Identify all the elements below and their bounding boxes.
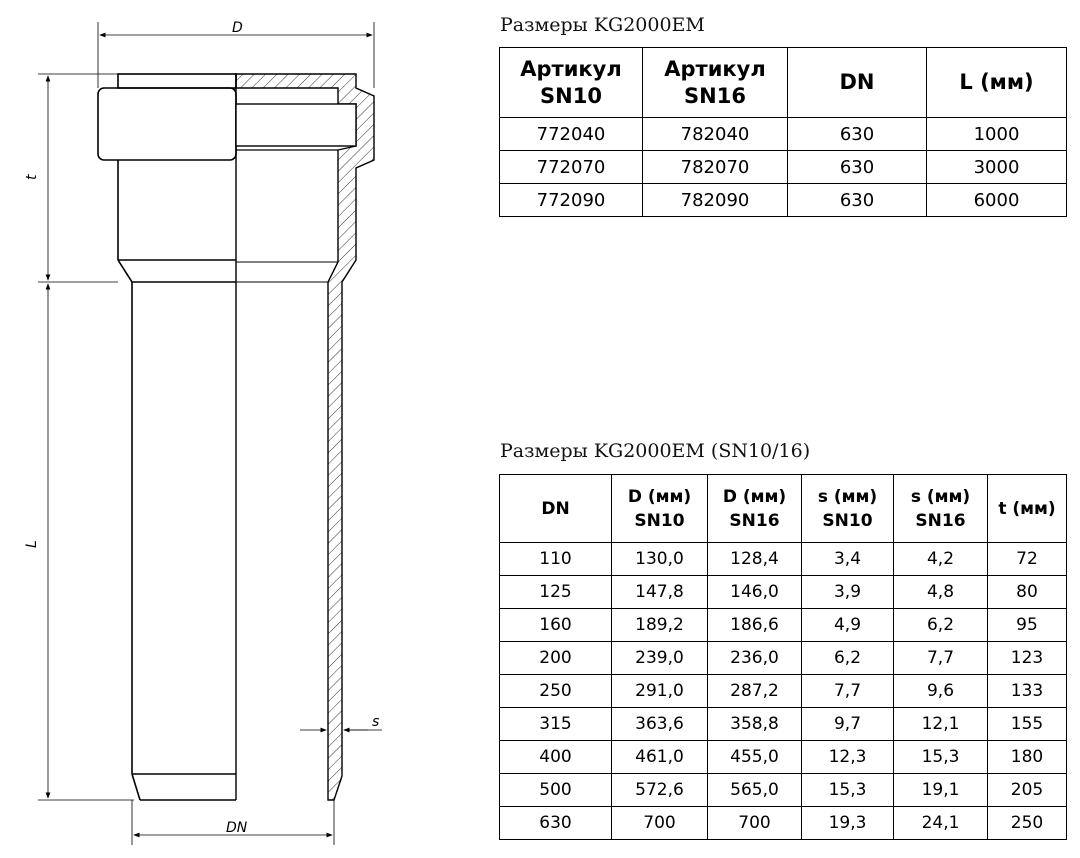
table-cell: 700 [612, 807, 708, 840]
table-cell: 160 [500, 609, 612, 642]
table-cell: 128,4 [708, 543, 802, 576]
header-line: D (мм) [627, 486, 692, 507]
table-cell: 4,8 [894, 576, 988, 609]
table-cell: 19,3 [802, 807, 894, 840]
header-line: SN16 [915, 510, 966, 531]
table1-header-col3 [927, 48, 1067, 118]
header-line: Артикул [520, 56, 622, 81]
table1-header-col0 [500, 48, 643, 118]
table-cell: 3000 [927, 151, 1067, 184]
table-row [500, 609, 1067, 642]
table2-header-col0 [500, 475, 612, 543]
table-cell: 19,1 [894, 774, 988, 807]
dimension-dn [132, 800, 334, 845]
table1-caption: Размеры KG2000EM [500, 14, 705, 36]
header-line: Артикул [664, 56, 766, 81]
label-d: D [232, 20, 243, 36]
table-cell: 9,6 [894, 675, 988, 708]
pipe-body [98, 74, 236, 800]
table2-header-col1 [612, 475, 708, 543]
table-cell: 180 [988, 741, 1067, 774]
table-cell: 125 [500, 576, 612, 609]
pipe-section [236, 74, 374, 800]
header-line: D (мм) [722, 486, 787, 507]
table-cell: 4,2 [894, 543, 988, 576]
table-cell: 147,8 [612, 576, 708, 609]
table-cell: 250 [988, 807, 1067, 840]
table-cell: 500 [500, 774, 612, 807]
table-cell: 455,0 [708, 741, 802, 774]
table-cell: 7,7 [802, 675, 894, 708]
table-row [500, 184, 1067, 217]
table-cell: 15,3 [894, 741, 988, 774]
header-line: SN10 [822, 510, 873, 531]
pipe-drawing [0, 0, 490, 858]
table-cell: 123 [988, 642, 1067, 675]
table-row [500, 151, 1067, 184]
header-line: s (мм) [817, 486, 878, 507]
header-line: DN [541, 498, 570, 519]
table-row [500, 708, 1067, 741]
table-cell: 572,6 [612, 774, 708, 807]
label-s: s [372, 714, 380, 730]
table-cell: 6,2 [802, 642, 894, 675]
table-cell: 95 [988, 609, 1067, 642]
table-cell: 400 [500, 741, 612, 774]
table-cell: 146,0 [708, 576, 802, 609]
table-cell: 461,0 [612, 741, 708, 774]
table-cell: 782070 [643, 151, 788, 184]
table2-header-col4 [894, 475, 988, 543]
table-cell: 772070 [500, 151, 643, 184]
table-cell: 363,6 [612, 708, 708, 741]
table-row [500, 741, 1067, 774]
table-cell: 250 [500, 675, 612, 708]
table-cell: 3,9 [802, 576, 894, 609]
table-row [500, 642, 1067, 675]
header-line: SN10 [634, 510, 685, 531]
table-cell: 772090 [500, 184, 643, 217]
table-cell: 630 [788, 118, 927, 151]
table-cell: 315 [500, 708, 612, 741]
table2-header-col3 [802, 475, 894, 543]
table-cell: 7,7 [894, 642, 988, 675]
label-t: t [24, 174, 40, 180]
table-cell: 15,3 [802, 774, 894, 807]
table-cell: 80 [988, 576, 1067, 609]
header-line: DN [839, 70, 875, 94]
table-cell: 700 [708, 807, 802, 840]
table-cell: 287,2 [708, 675, 802, 708]
table-row [500, 675, 1067, 708]
table-cell: 236,0 [708, 642, 802, 675]
table-cell: 72 [988, 543, 1067, 576]
table-cell: 155 [988, 708, 1067, 741]
table-cell: 358,8 [708, 708, 802, 741]
header-line: s (мм) [910, 486, 971, 507]
table-cell: 12,3 [802, 741, 894, 774]
table-cell: 1000 [927, 118, 1067, 151]
table-cell: 205 [988, 774, 1067, 807]
header-line: SN16 [729, 510, 780, 531]
table2-caption: Размеры KG2000EM (SN10/16) [500, 440, 811, 462]
table-cell: 130,0 [612, 543, 708, 576]
label-l: L [24, 540, 40, 548]
header-line: SN16 [684, 83, 746, 108]
table2-header-col5 [988, 475, 1067, 543]
label-dn: DN [226, 820, 248, 836]
table-cell: 133 [988, 675, 1067, 708]
header-line: SN10 [540, 83, 602, 108]
table1-header-col1 [643, 48, 788, 118]
table2-header-col2 [708, 475, 802, 543]
dimension-t [24, 74, 118, 282]
table-cell: 200 [500, 642, 612, 675]
table-cell: 782040 [643, 118, 788, 151]
header-line: L (мм) [959, 70, 1034, 94]
header-line: t (мм) [998, 498, 1056, 519]
table-cell: 565,0 [708, 774, 802, 807]
table-cell: 4,9 [802, 609, 894, 642]
table-cell: 291,0 [612, 675, 708, 708]
table-cell: 9,7 [802, 708, 894, 741]
table-cell: 186,6 [708, 609, 802, 642]
table-row [500, 807, 1067, 840]
table-cell: 630 [788, 184, 927, 217]
table-cell: 772040 [500, 118, 643, 151]
table-row [500, 576, 1067, 609]
table-cell: 6000 [927, 184, 1067, 217]
table-cell: 6,2 [894, 609, 988, 642]
table-cell: 782090 [643, 184, 788, 217]
table-cell: 189,2 [612, 609, 708, 642]
table-cell: 630 [788, 151, 927, 184]
table-row [500, 543, 1067, 576]
table1-header-col2 [788, 48, 927, 118]
table-cell: 110 [500, 543, 612, 576]
table-cell: 239,0 [612, 642, 708, 675]
table-cell: 3,4 [802, 543, 894, 576]
table-cell: 24,1 [894, 807, 988, 840]
table-row [500, 118, 1067, 151]
table-cell: 630 [500, 807, 612, 840]
table-dimensions [499, 474, 1067, 840]
table-cell: 12,1 [894, 708, 988, 741]
table-articles [499, 47, 1067, 217]
table-row [500, 774, 1067, 807]
dimension-l [24, 284, 134, 800]
